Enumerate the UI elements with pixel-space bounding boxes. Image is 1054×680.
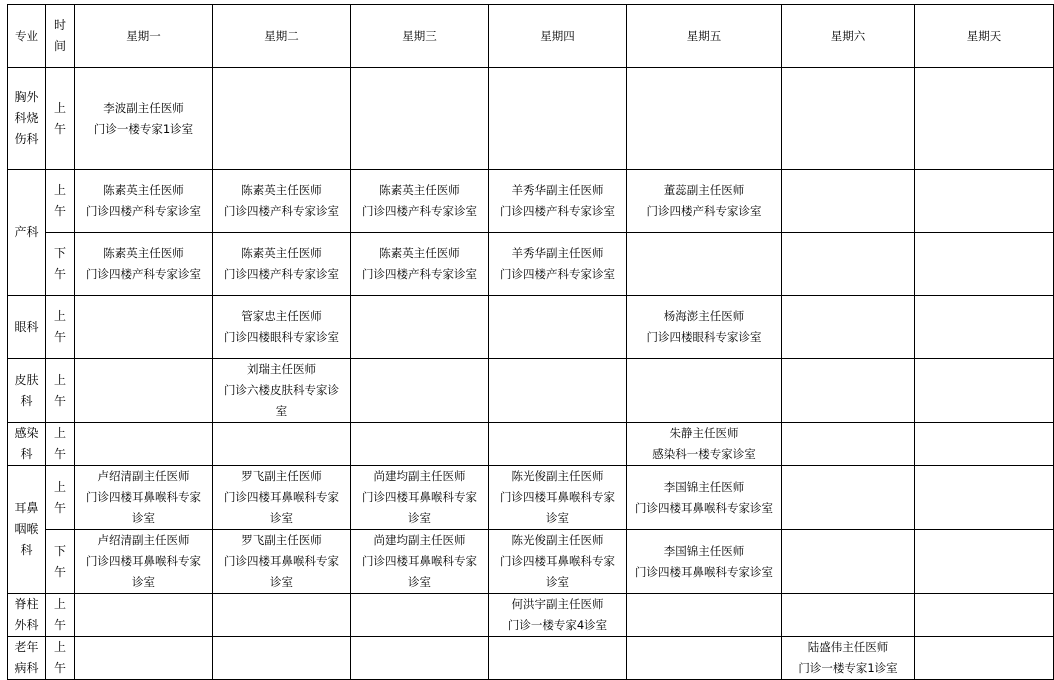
doctor-name: 陈素英主任医师 — [241, 246, 322, 260]
clinic-room: 门诊六楼皮肤科专家诊室 — [224, 383, 339, 418]
schedule-cell-thu — [489, 423, 627, 466]
header-day-fri: 星期五 — [627, 5, 782, 68]
schedule-cell-sun — [915, 530, 1054, 594]
header-day-sat: 星期六 — [782, 5, 915, 68]
doctor-name: 陆盛伟主任医师 — [807, 640, 889, 654]
schedule-cell-tue — [213, 68, 351, 170]
table-row — [8, 68, 1054, 170]
clinic-room: 门诊四楼眼科专家诊室 — [224, 330, 339, 344]
clinic-room: 门诊四楼眼科专家诊室 — [646, 330, 762, 344]
period-cell: 上午 — [46, 68, 75, 170]
schedule-cell-mon — [75, 233, 213, 296]
period-cell: 下午 — [46, 233, 75, 296]
period-cell: 上午 — [46, 359, 75, 423]
doctor-name: 羊秀华副主任医师 — [511, 246, 604, 260]
doctor-name: 朱静主任医师 — [669, 426, 739, 440]
period-cell: 下午 — [46, 530, 75, 594]
schedule-cell-wed — [351, 466, 489, 530]
header-row — [8, 5, 1054, 68]
clinic-room: 门诊一楼专家1诊室 — [93, 121, 194, 136]
schedule-cell-sat — [782, 594, 915, 637]
clinic-room: 门诊四楼产科专家诊室 — [500, 267, 615, 281]
clinic-room: 门诊四楼耳鼻喉科专家诊室 — [362, 554, 477, 589]
header-day-mon: 星期一 — [75, 5, 213, 68]
schedule-cell-fri — [627, 594, 782, 637]
schedule-cell-wed — [351, 530, 489, 594]
schedule-cell-tue — [213, 359, 351, 423]
table-row — [8, 359, 1054, 423]
schedule-cell-mon — [75, 466, 213, 530]
clinic-room: 门诊四楼产科专家诊室 — [224, 204, 339, 218]
period-cell: 上午 — [46, 637, 75, 680]
specialty-cell: 皮肤科 — [8, 359, 46, 423]
schedule-cell-fri — [627, 68, 782, 170]
clinic-room: 感染科一楼专家诊室 — [652, 447, 756, 461]
schedule-cell-thu — [489, 233, 627, 296]
clinic-room: 门诊四楼产科专家诊室 — [646, 204, 762, 218]
schedule-cell-mon — [75, 296, 213, 359]
schedule-cell-tue — [213, 466, 351, 530]
schedule-cell-wed — [351, 233, 489, 296]
doctor-name: 李国锦主任医师 — [663, 543, 745, 558]
clinic-room: 门诊一楼专家1诊室 — [798, 661, 898, 675]
clinic-room: 门诊四楼耳鼻喉科专家诊室 — [635, 500, 773, 515]
clinic-room: 门诊四楼产科专家诊室 — [86, 267, 201, 281]
clinic-room: 门诊四楼耳鼻喉科专家诊室 — [86, 490, 201, 525]
schedule-cell-thu — [489, 68, 627, 170]
schedule-cell-sat — [782, 466, 915, 530]
schedule-cell-mon — [75, 423, 213, 466]
schedule-cell-sun — [915, 296, 1054, 359]
period-cell: 上午 — [46, 594, 75, 637]
schedule-table — [7, 4, 1054, 680]
clinic-room: 门诊四楼耳鼻喉科专家诊室 — [86, 554, 201, 589]
schedule-cell-sat — [782, 359, 915, 423]
doctor-name: 管家忠主任医师 — [241, 309, 322, 323]
schedule-cell-sun — [915, 594, 1054, 637]
schedule-cell-tue — [213, 637, 351, 680]
schedule-cell-thu — [489, 530, 627, 594]
schedule-cell-thu — [489, 637, 627, 680]
doctor-name: 何洪宇副主任医师 — [511, 597, 604, 611]
schedule-cell-mon — [75, 530, 213, 594]
schedule-cell-sat — [782, 530, 915, 594]
schedule-cell-sat — [782, 296, 915, 359]
schedule-cell-fri — [627, 359, 782, 423]
doctor-name: 羊秀华副主任医师 — [511, 183, 604, 197]
table-row — [8, 170, 1054, 233]
schedule-cell-sun — [915, 170, 1054, 233]
schedule-cell-sun — [915, 423, 1054, 466]
doctor-name: 董蕊副主任医师 — [663, 183, 745, 197]
doctor-name: 李国锦主任医师 — [663, 479, 745, 494]
table-row — [8, 423, 1054, 466]
schedule-cell-sat — [782, 68, 915, 170]
schedule-cell-fri — [627, 637, 782, 680]
schedule-cell-wed — [351, 68, 489, 170]
specialty-cell: 感染科 — [8, 423, 46, 466]
period-cell: 上午 — [46, 296, 75, 359]
doctor-name: 罗飞副主任医师 — [241, 533, 322, 547]
doctor-name: 杨海澎主任医师 — [663, 309, 745, 323]
doctor-name: 尚建均副主任医师 — [373, 469, 466, 483]
doctor-name: 陈素英主任医师 — [379, 183, 460, 197]
schedule-cell-sun — [915, 466, 1054, 530]
schedule-cell-wed — [351, 423, 489, 466]
doctor-name: 陈素英主任医师 — [103, 246, 184, 260]
schedule-cell-sun — [915, 637, 1054, 680]
doctor-name: 陈素英主任医师 — [379, 246, 460, 260]
schedule-cell-fri — [627, 170, 782, 233]
schedule-cell-tue — [213, 530, 351, 594]
schedule-cell-mon — [75, 594, 213, 637]
clinic-room: 门诊四楼耳鼻喉科专家诊室 — [224, 490, 339, 525]
table-row — [8, 296, 1054, 359]
doctor-name: 尚建均副主任医师 — [373, 533, 466, 547]
header-specialty: 专业 — [8, 5, 46, 68]
schedule-cell-tue — [213, 296, 351, 359]
clinic-room: 门诊四楼产科专家诊室 — [500, 204, 615, 218]
schedule-cell-sun — [915, 233, 1054, 296]
schedule-cell-mon — [75, 359, 213, 423]
table-row — [8, 233, 1054, 296]
schedule-cell-wed — [351, 296, 489, 359]
schedule-cell-tue — [213, 170, 351, 233]
doctor-name: 陈光俊副主任医师 — [511, 469, 604, 483]
clinic-room: 门诊四楼耳鼻喉科专家诊室 — [362, 490, 477, 525]
schedule-cell-fri — [627, 423, 782, 466]
schedule-cell-fri — [627, 233, 782, 296]
clinic-room: 门诊四楼耳鼻喉科专家诊室 — [224, 554, 339, 589]
schedule-cell-thu — [489, 170, 627, 233]
schedule-cell-thu — [489, 466, 627, 530]
doctor-name: 陈素英主任医师 — [103, 183, 184, 197]
schedule-cell-wed — [351, 359, 489, 423]
schedule-cell-fri — [627, 530, 782, 594]
schedule-cell-tue — [213, 233, 351, 296]
doctor-name: 李波副主任医师 — [103, 100, 184, 115]
schedule-cell-fri — [627, 466, 782, 530]
schedule-cell-wed — [351, 637, 489, 680]
specialty-cell: 胸外科烧伤科 — [8, 68, 46, 170]
schedule-cell-tue — [213, 423, 351, 466]
table-row — [8, 637, 1054, 680]
specialty-cell: 脊柱外科 — [8, 594, 46, 637]
period-cell: 上午 — [46, 466, 75, 530]
schedule-cell-thu — [489, 296, 627, 359]
doctor-name: 卢绍清副主任医师 — [97, 533, 190, 547]
period-cell: 上午 — [46, 423, 75, 466]
header-day-tue: 星期二 — [213, 5, 351, 68]
clinic-room: 门诊四楼产科专家诊室 — [362, 204, 477, 218]
clinic-room: 门诊四楼耳鼻喉科专家诊室 — [635, 564, 773, 579]
table-row — [8, 594, 1054, 637]
specialty-cell: 产科 — [8, 170, 46, 296]
header-day-wed: 星期三 — [351, 5, 489, 68]
doctor-name: 陈素英主任医师 — [241, 183, 322, 197]
doctor-name: 卢绍清副主任医师 — [97, 469, 190, 483]
doctor-name: 刘瑞主任医师 — [247, 362, 316, 376]
header-day-thu: 星期四 — [489, 5, 627, 68]
doctor-name: 罗飞副主任医师 — [241, 469, 322, 483]
specialty-cell: 耳鼻咽喉科 — [8, 466, 46, 594]
schedule-cell-wed — [351, 170, 489, 233]
clinic-room: 门诊四楼产科专家诊室 — [86, 204, 201, 218]
schedule-cell-mon — [75, 68, 213, 170]
clinic-room: 门诊一楼专家4诊室 — [507, 618, 608, 632]
schedule-cell-sat — [782, 170, 915, 233]
header-time: 时间 — [46, 5, 75, 68]
clinic-room: 门诊四楼耳鼻喉科专家诊室 — [500, 554, 615, 589]
clinic-room: 门诊四楼产科专家诊室 — [224, 267, 339, 281]
clinic-room: 门诊四楼产科专家诊室 — [362, 267, 477, 281]
table-row — [8, 466, 1054, 530]
schedule-cell-thu — [489, 594, 627, 637]
schedule-cell-sat — [782, 423, 915, 466]
schedule-cell-sun — [915, 359, 1054, 423]
schedule-cell-tue — [213, 594, 351, 637]
schedule-cell-mon — [75, 637, 213, 680]
schedule-cell-sat — [782, 637, 915, 680]
clinic-room: 门诊四楼耳鼻喉科专家诊室 — [500, 490, 615, 525]
header-day-sun: 星期天 — [915, 5, 1054, 68]
schedule-cell-thu — [489, 359, 627, 423]
schedule-cell-sun — [915, 68, 1054, 170]
doctor-name: 陈光俊副主任医师 — [511, 533, 604, 547]
schedule-cell-sat — [782, 233, 915, 296]
table-row — [8, 530, 1054, 594]
schedule-cell-mon — [75, 170, 213, 233]
period-cell: 上午 — [46, 170, 75, 233]
schedule-cell-wed — [351, 594, 489, 637]
specialty-cell: 眼科 — [8, 296, 46, 359]
specialty-cell: 老年病科 — [8, 637, 46, 680]
schedule-cell-fri — [627, 296, 782, 359]
